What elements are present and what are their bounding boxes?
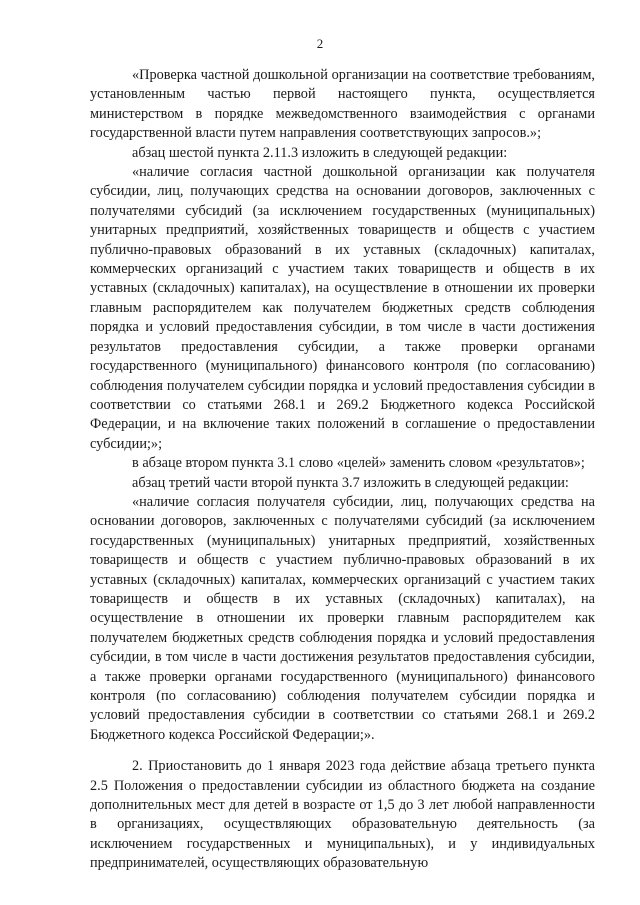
document-body — [90, 66, 595, 874]
paragraph: абзац шестой пункта 2.11.3 изложить в следующей редакции: — [132, 144, 508, 161]
paragraph: 2. Приостановить до 1 января 2023 года действие абзаца третьего пункта 2.5 Положения о предоставлении субсидии из областного бюджета на создание дополнительных мест для детей в возрасте от 1,5 до 3 лет любой направленности в организациях, осуществляющих образовательную деятельность (за исключением государственных и муниципальных), и у индивидуальных предпринимателей, осуществляющих образовательную — [90, 758, 595, 872]
paragraph: «наличие согласия получателя субсидии, лиц, получающих средства на основании договоров, заключенных с получателями субсидий (за исключением государственных (муниципальных) унитарных предприятий, хозяйственных товариществ и обществ с участием публично-правовых образований в их уставных (складочных) капиталах, коммерческих организаций с участием таких товариществ и обществ в их уставных (складочных) капиталах), на осуществление в отношении их проверки главным распорядителем как получателем бюджетных средств соблюдения порядка и условий предоставления субсидии, в том числе в части достижения результатов предоставления субсидии, а также проверки органами государственного (муниципального) финансового контроля (по согласованию) соблюдения получателем субсидии порядка и условий предоставления субсидии в соответствии со статьями 268.1 и 269.2 Бюджетного кодекса Российской Федерации;». — [90, 493, 595, 743]
paragraph: «Проверка частной дошкольной организации на соответствие требованиям, установленным частью первой настоящего пункта, осуществляется министерством в порядке межведомственного взаимодействия с органами государственной власти путем направления соответствующих запросов.»; — [90, 67, 595, 142]
paragraph: «наличие согласия частной дошкольной организации как получателя субсидии, лиц, получающих средства на основании договоров, заключенных с получателями субсидий (за исключением государственных (муниципальных) унитарных предприятий, хозяйственных товариществ и обществ с участием публично-правовых образований в их уставных (складочных) капиталах, коммерческих организаций с участием таких товариществ и обществ в их уставных (складочных) капиталах), на осуществление в отношении их проверки главным распорядителем как получателем бюджетных средств соблюдения порядка и условий предоставления субсидии, в том числе в части достижения результатов предоставления субсидии, а также проверки органами государственного (муниципального) финансового контроля (по согласованию) соблюдения получателем субсидии порядка и условий предоставления субсидии в соответствии со статьями 268.1 и 269.2 Бюджетного кодекса Российской Федерации, и на включение таких положений в соглашение о предоставлении субсидии;»; — [90, 164, 595, 452]
paragraph: абзац третий части второй пункта 3.7 изложить в следующей редакции: — [132, 474, 569, 491]
paragraph: в абзаце втором пункта 3.1 слово «целей» заменить словом «результатов»; — [132, 455, 585, 472]
page-number: 2 — [316, 36, 324, 51]
